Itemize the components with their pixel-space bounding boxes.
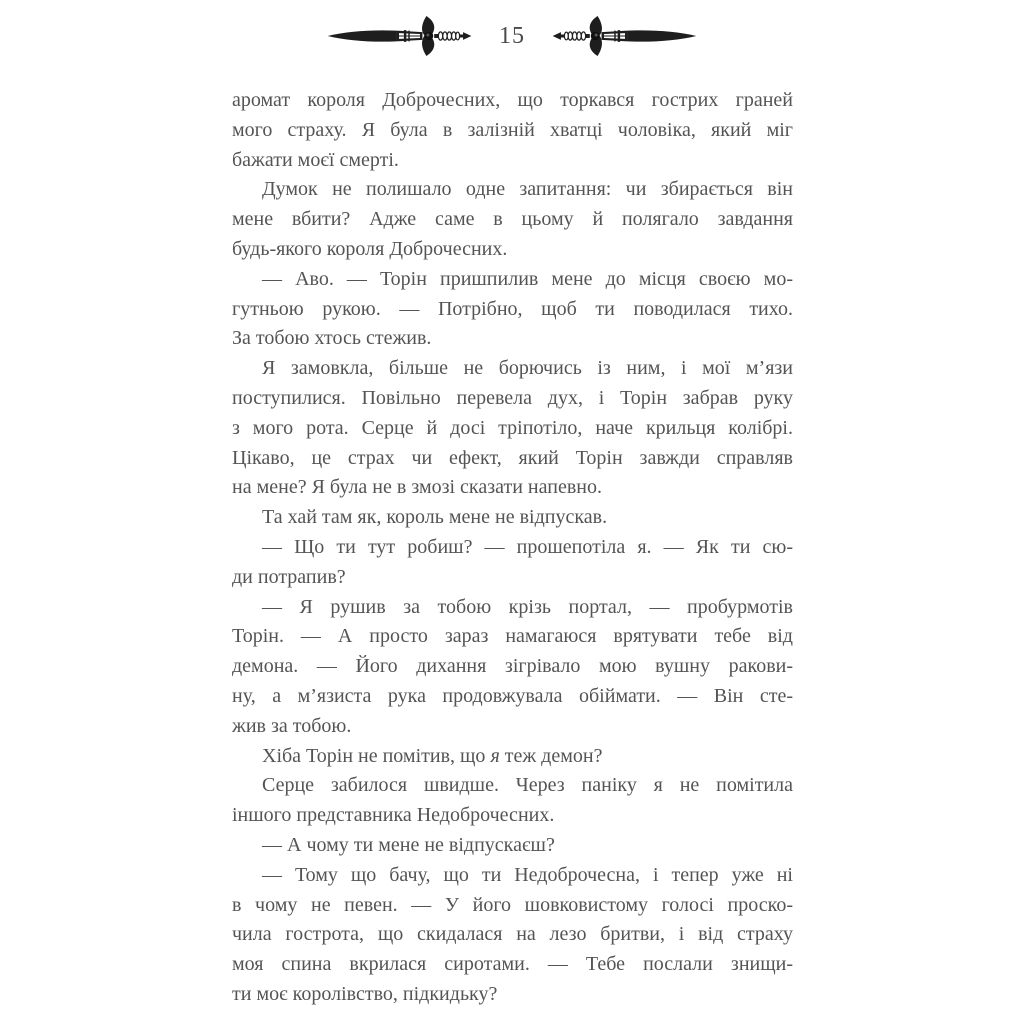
text-line: бажати моєї смерті.: [232, 148, 399, 171]
text-line: гутньою рукою. — Потрібно, щоб ти поводилася тихо.: [232, 297, 793, 320]
text-line: іншого представника Недоброчесних.: [232, 804, 555, 827]
text-line: Цікаво, це страх чи ефект, який Торін завжди справляв: [232, 446, 793, 469]
text-segment: Хіба Торін не помітив, що: [262, 744, 491, 767]
page-header: [0, 14, 1024, 58]
text-line: — А чому ти мене не відпускаєш?: [262, 833, 555, 856]
text-line: поступилися. Повільно перевела дух, і Торін забрав руку: [232, 386, 793, 409]
text-line: ди потрапив?: [232, 565, 346, 588]
text-line: Серце забилося швидше. Через паніку я не помітила: [262, 774, 793, 797]
text-line: ти моє королівство, підкидьку?: [232, 982, 498, 1005]
paragraph: [232, 771, 793, 831]
text-line: жив за тобою.: [232, 714, 352, 737]
text-line: За тобою хтось стежив.: [232, 327, 432, 350]
paragraph: [232, 354, 793, 503]
text-line: з мого рота. Серце й досі тріпотіло, наче крильця колібрі.: [232, 416, 793, 439]
paragraph: [232, 861, 793, 1010]
text-segment: теж демон?: [499, 744, 603, 767]
sword-left-icon: [325, 14, 473, 58]
paragraph: [232, 831, 793, 861]
text-line: аромат короля Доброчесних, що торкався гострих граней: [232, 89, 793, 111]
paragraph: [232, 533, 793, 593]
text-line: ну, а м’язиста рука продовжувала обіймати. — Він сте-: [232, 684, 793, 707]
paragraph: [232, 593, 793, 742]
text-line: Торін. — А просто зараз намагаюся врятувати тебе від: [232, 625, 793, 648]
text-line: — Аво. — Торін пришпилив мене до місця своєю мо-: [262, 267, 793, 290]
text-line: Думок не полишало одне запитання: чи збирається він: [262, 178, 793, 201]
emphasized-word: я: [490, 744, 500, 767]
paragraph: [232, 175, 793, 264]
text-block: [232, 86, 793, 1010]
text-line: чила гострота, що скидалася на лезо бритви, і від страху: [232, 923, 793, 946]
text-line: мого страху. Я була в залізній хватці чоловіка, який міг: [232, 118, 793, 141]
text-line: — Я рушив за тобою крізь портал, — пробурмотів: [262, 595, 793, 618]
text-line: — Що ти тут робиш? — прошепотіла я. — Як ти сю-: [262, 535, 793, 558]
text-line: [232, 742, 793, 772]
page-number: 15: [499, 22, 525, 49]
text-line: Та хай там як, король мене не відпускав.: [262, 506, 608, 529]
paragraph: [232, 265, 793, 354]
text-line: моя спина вкрилася сиротами. — Тебе послали знищи-: [232, 953, 793, 976]
paragraph: [232, 503, 793, 533]
text-line: — Тому що бачу, що ти Недоброчесна, і тепер уже ні: [262, 863, 793, 886]
text-line: Я замовкла, більше не борючись із ним, і мої м’язи: [262, 357, 793, 380]
sword-right-icon: [551, 14, 699, 58]
text-line: на мене? Я була не в змозі сказати напевно.: [232, 476, 602, 499]
text-line: в чому не певен. — У його шовковистому голосі проско-: [232, 893, 793, 916]
text-line: будь-якого короля Доброчесних.: [232, 237, 508, 260]
text-line: мене вбити? Адже саме в цьому й полягало завдання: [232, 208, 793, 231]
paragraph: [232, 86, 793, 175]
text-line: демона. — Його дихання зігрівало мою вушну ракови-: [232, 655, 793, 678]
paragraph: [232, 742, 793, 772]
